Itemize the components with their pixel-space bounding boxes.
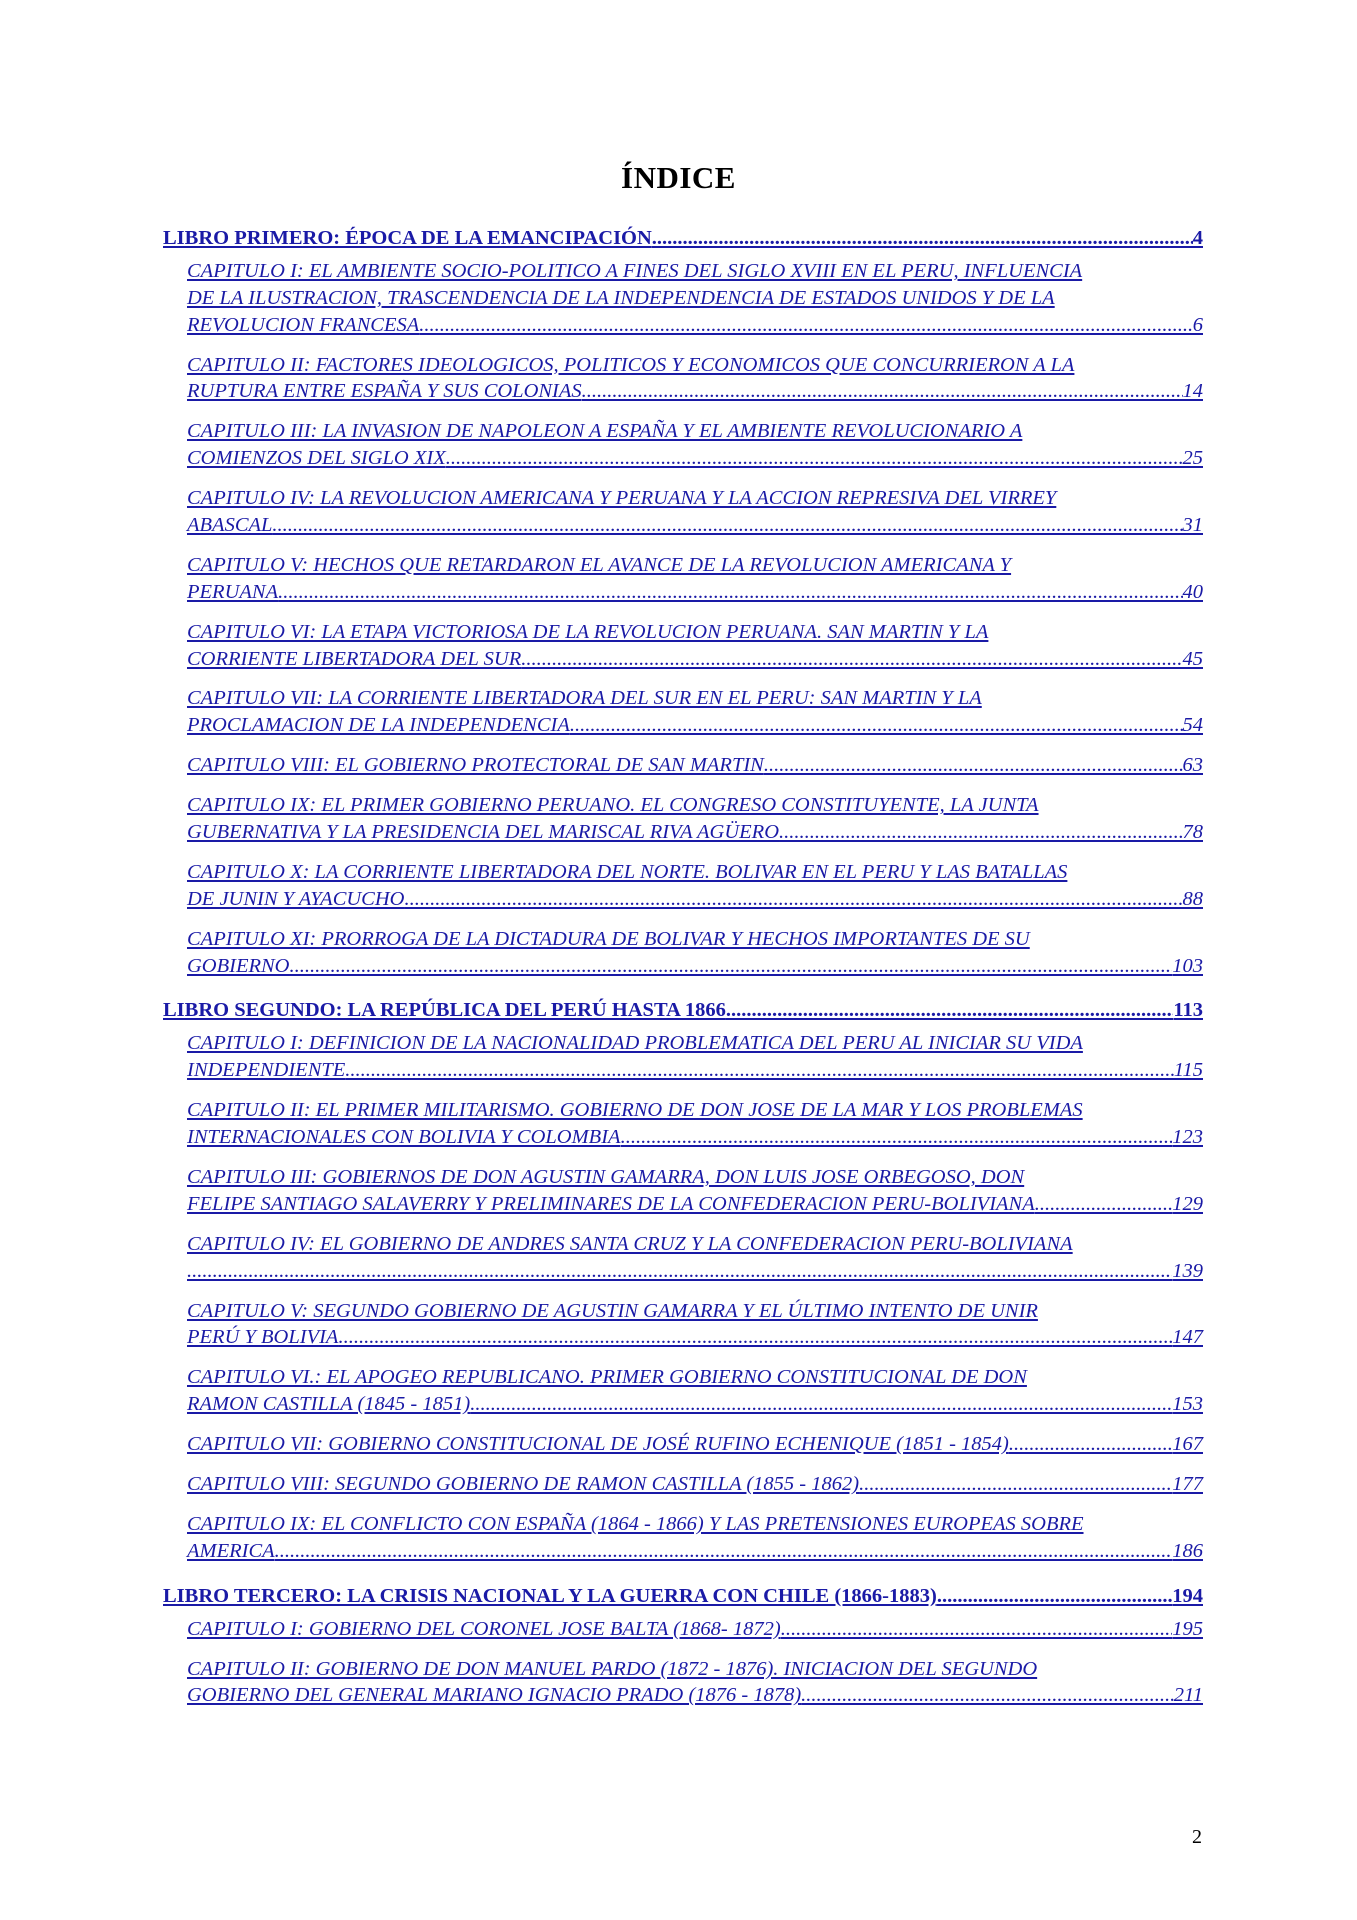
toc-chapter-line: REVOLUCION FRANCESA [187,313,420,336]
toc-chapter-line: CAPITULO X: LA CORRIENTE LIBERTADORA DEL NORTE. BOLIVAR EN EL PERU Y LAS BATALLAS [187,861,1068,884]
toc-chapter-line: AMERICA [187,1539,275,1562]
toc-chapter-line: INTERNACIONALES CON BOLIVIA Y COLOMBIA [187,1125,621,1148]
toc-chapter-page: 167 [1172,1433,1203,1456]
toc-chapter-last-line [187,512,1203,539]
toc-book-title: LIBRO SEGUNDO: LA REPÚBLICA DEL PERÚ HASTA 1866 [163,999,726,1022]
toc-dot-leader [764,752,1183,779]
toc-chapter-line: CAPITULO VIII: SEGUNDO GOBIERNO DE RAMON CASTILLA (1855 - 1862) [187,1473,860,1496]
toc-chapter-page: 129 [1172,1192,1203,1215]
toc-chapter-page: 123 [1172,1125,1203,1148]
toc-chapter-page: 31 [1182,513,1203,536]
table-of-contents [163,225,1203,1727]
toc-chapter-line: GOBIERNO DEL GENERAL MARIANO IGNACIO PRADO (1876 - 1878) [187,1684,802,1707]
toc-dot-leader [446,445,1183,472]
toc-chapter-link[interactable] [187,1616,1203,1643]
toc-book-page: 113 [1173,999,1203,1022]
toc-chapter-line: DE JUNIN Y AYACUCHO [187,887,405,910]
toc-chapter-link[interactable] [187,792,1203,846]
toc-chapter-last-line [187,646,1203,673]
toc-chapter-page: 186 [1172,1539,1203,1562]
toc-chapter-line: PERUANA [187,580,279,603]
toc-dot-leader [272,512,1182,539]
toc-chapter-page: 54 [1182,714,1203,737]
toc-book-page: 194 [1172,1584,1203,1607]
toc-chapter-last-line [187,819,1203,846]
toc-chapter-page: 103 [1172,954,1203,977]
toc-chapter-last-line [187,445,1203,472]
toc-book-link[interactable] [163,1583,1203,1610]
toc-dot-leader [345,1057,1173,1084]
toc-chapter-link[interactable] [187,859,1203,913]
toc-chapter-line: CAPITULO V: HECHOS QUE RETARDARON EL AVANCE DE LA REVOLUCION AMERICANA Y [187,553,1012,576]
toc-chapter-page: 147 [1172,1326,1203,1349]
toc-chapter-link[interactable] [187,1097,1203,1151]
toc-chapter-last-line [187,953,1203,980]
toc-chapter-link[interactable] [187,1471,1203,1498]
toc-chapter-line: PROCLAMACION DE LA INDEPENDENCIA [187,714,570,737]
toc-chapter-page: 40 [1182,580,1203,603]
toc-chapter-line: CAPITULO IX: EL CONFLICTO CON ESPAÑA (1864 - 1866) Y LAS PRETENSIONES EUROPEAS SOBRE [187,1513,1084,1536]
toc-chapter-link[interactable] [187,418,1203,472]
toc-dot-leader [289,953,1172,980]
toc-chapter-last-line [187,1124,1203,1151]
toc-chapter-line: ABASCAL [187,513,273,536]
toc-chapter-line: CAPITULO III: GOBIERNOS DE DON AGUSTIN GAMARRA, DON LUIS JOSE ORBEGOSO, DON [187,1165,1025,1188]
toc-chapter-page: 153 [1172,1393,1203,1416]
toc-chapter-page: 25 [1182,447,1203,470]
toc-dot-leader [801,1682,1174,1709]
toc-dot-leader [621,1124,1173,1151]
toc-chapter-last-line [187,1057,1203,1084]
toc-chapter-list [187,1030,1203,1564]
toc-dot-leader [582,378,1183,405]
toc-chapter-last-line [187,752,1203,779]
toc-chapter-link[interactable] [187,1431,1203,1458]
toc-dot-leader [275,1538,1173,1565]
toc-chapter-page: 115 [1173,1059,1203,1082]
toc-chapter-list [187,1616,1203,1710]
toc-chapter-line: CAPITULO I: GOBIERNO DEL CORONEL JOSE BALTA (1868- 1872) [187,1617,781,1640]
toc-chapter-last-line [187,1471,1203,1498]
toc-chapter-line: CAPITULO II: GOBIERNO DE DON MANUEL PARDO (1872 - 1876). INICIACION DEL SEGUNDO [187,1657,1038,1680]
toc-chapter-link[interactable] [187,619,1203,673]
page-number: 2 [1192,1826,1202,1848]
toc-book-link[interactable] [163,225,1203,252]
toc-chapter-page: 78 [1182,821,1203,844]
toc-dot-leader [726,997,1173,1024]
toc-chapter-line: DE LA ILUSTRACION, TRASCENDENCIA DE LA INDEPENDENCIA DE ESTADOS UNIDOS Y DE LA [187,286,1055,309]
toc-chapter-last-line [187,1324,1203,1351]
toc-chapter-link[interactable] [187,352,1203,406]
toc-chapter-line: CAPITULO II: FACTORES IDEOLOGICOS, POLITICOS Y ECONOMICOS QUE CONCURRIERON A LA [187,353,1075,376]
toc-chapter-line: CAPITULO VI: LA ETAPA VICTORIOSA DE LA REVOLUCION PERUANA. SAN MARTIN Y LA [187,620,989,643]
toc-chapter-last-line [187,1616,1203,1643]
toc-chapter-link[interactable] [187,1364,1203,1418]
toc-chapter-line: CAPITULO V: SEGUNDO GOBIERNO DE AGUSTIN GAMARRA Y EL ÚLTIMO INTENTO DE UNIR [187,1299,1038,1322]
toc-chapter-line: GUBERNATIVA Y LA PRESIDENCIA DEL MARISCAL RIVA AGÜERO [187,821,780,844]
toc-chapter-link[interactable] [187,485,1203,539]
toc-book-title: LIBRO TERCERO: LA CRISIS NACIONAL Y LA GUERRA CON CHILE (1866-1883) [163,1584,937,1607]
toc-dot-leader [187,1258,1172,1285]
toc-book-title: LIBRO PRIMERO: ÉPOCA DE LA EMANCIPACIÓN [163,227,652,249]
toc-dot-leader [859,1471,1172,1498]
toc-book-link[interactable] [163,997,1203,1024]
toc-chapter-line: CAPITULO VII: LA CORRIENTE LIBERTADORA DEL SUR EN EL PERU: SAN MARTIN Y LA [187,687,982,710]
toc-chapter-page: 14 [1182,380,1203,403]
toc-chapter-link[interactable] [187,1030,1203,1084]
toc-chapter-link[interactable] [187,926,1203,980]
toc-chapter-line: CAPITULO IX: EL PRIMER GOBIERNO PERUANO. EL CONGRESO CONSTITUYENTE, LA JUNTA [187,794,1039,817]
toc-chapter-page: 177 [1172,1473,1203,1496]
toc-chapter-line: CORRIENTE LIBERTADORA DEL SUR [187,647,522,670]
toc-chapter-line: RUPTURA ENTRE ESPAÑA Y SUS COLONIAS [187,380,582,403]
toc-chapter-page: 211 [1173,1684,1203,1707]
toc-dot-leader [278,579,1182,606]
toc-chapter-last-line [187,312,1203,339]
toc-chapter-page: 45 [1182,647,1203,670]
toc-chapter-line: GOBIERNO [187,954,290,977]
toc-chapter-link[interactable] [187,1231,1203,1285]
toc-dot-leader [1009,1431,1172,1458]
toc-chapter-link[interactable] [187,1298,1203,1352]
toc-dot-leader [937,1583,1172,1610]
toc-book-section [163,997,1203,1564]
toc-chapter-line: CAPITULO I: DEFINICION DE LA NACIONALIDAD PROBLEMATICA DEL PERU AL INICIAR SU VIDA [187,1032,1083,1055]
toc-chapter-link[interactable] [187,752,1203,779]
toc-chapter-link[interactable] [187,258,1203,338]
toc-chapter-line: CAPITULO XI: PRORROGA DE LA DICTADURA DE BOLIVAR Y HECHOS IMPORTANTES DE SU [187,927,1030,950]
toc-chapter-last-line [187,378,1203,405]
toc-dot-leader [404,886,1182,913]
toc-dot-leader [1035,1191,1173,1218]
page-title: ÍNDICE [621,160,736,195]
toc-chapter-line: CAPITULO IV: EL GOBIERNO DE ANDRES SANTA CRUZ Y LA CONFEDERACION PERU-BOLIVIANA [187,1232,1073,1255]
toc-chapter-link[interactable] [187,1656,1203,1710]
toc-book-section [163,225,1203,979]
toc-chapter-last-line [187,886,1203,913]
toc-chapter-last-line [187,712,1203,739]
toc-chapter-last-line [187,1258,1203,1285]
toc-chapter-last-line [187,1682,1203,1709]
toc-chapter-last-line [187,579,1203,606]
toc-chapter-link[interactable] [187,1164,1203,1218]
toc-chapter-page: 88 [1182,887,1203,910]
toc-chapter-line: CAPITULO VI.: EL APOGEO REPUBLICANO. PRIMER GOBIERNO CONSTITUCIONAL DE DON [187,1366,1027,1389]
toc-chapter-last-line [187,1538,1203,1565]
toc-chapter-line: CAPITULO IV: LA REVOLUCION AMERICANA Y PERUANA Y LA ACCION REPRESIVA DEL VIRREY [187,487,1057,510]
toc-chapter-link[interactable] [187,1511,1203,1565]
toc-chapter-line: CAPITULO VIII: EL GOBIERNO PROTECTORAL DE SAN MARTIN [187,754,764,777]
toc-chapter-line: CAPITULO VII: GOBIERNO CONSTITUCIONAL DE JOSÉ RUFINO ECHENIQUE (1851 - 1854) [187,1433,1009,1456]
toc-chapter-last-line [187,1431,1203,1458]
toc-chapter-line: FELIPE SANTIAGO SALAVERRY Y PRELIMINARES DE LA CONFEDERACION PERU-BOLIVIANA [187,1192,1035,1215]
toc-chapter-link[interactable] [187,552,1203,606]
toc-dot-leader [570,712,1183,739]
toc-chapter-page: 63 [1182,754,1203,777]
toc-dot-leader [652,225,1193,252]
toc-chapter-page: 139 [1172,1259,1203,1282]
toc-chapter-last-line [187,1391,1203,1418]
toc-chapter-line: CAPITULO II: EL PRIMER MILITARISMO. GOBIERNO DE DON JOSE DE LA MAR Y LOS PROBLEMAS [187,1099,1083,1122]
toc-chapter-line: COMIENZOS DEL SIGLO XIX [187,447,446,470]
toc-dot-leader [781,1616,1173,1643]
toc-dot-leader [419,312,1192,339]
toc-chapter-link[interactable] [187,685,1203,739]
toc-chapter-page: 195 [1172,1617,1203,1640]
toc-chapter-last-line [187,1191,1203,1218]
toc-chapter-list [187,258,1203,979]
toc-dot-leader [470,1391,1172,1418]
toc-dot-leader [779,819,1182,846]
toc-chapter-line: RAMON CASTILLA (1845 - 1851) [187,1393,471,1416]
toc-chapter-line: CAPITULO I: EL AMBIENTE SOCIO-POLITICO A FINES DEL SIGLO XVIII EN EL PERU, INFLUENCIA [187,260,1083,282]
toc-chapter-line: PERÚ Y BOLIVIA [187,1326,339,1349]
toc-dot-leader [521,646,1182,673]
toc-book-page: 4 [1192,227,1203,249]
toc-dot-leader [338,1324,1172,1351]
toc-book-section [163,1583,1203,1710]
toc-chapter-page: 6 [1192,313,1203,336]
toc-chapter-line: CAPITULO III: LA INVASION DE NAPOLEON A ESPAÑA Y EL AMBIENTE REVOLUCIONARIO A [187,420,1023,443]
toc-chapter-line: INDEPENDIENTE [187,1059,346,1082]
